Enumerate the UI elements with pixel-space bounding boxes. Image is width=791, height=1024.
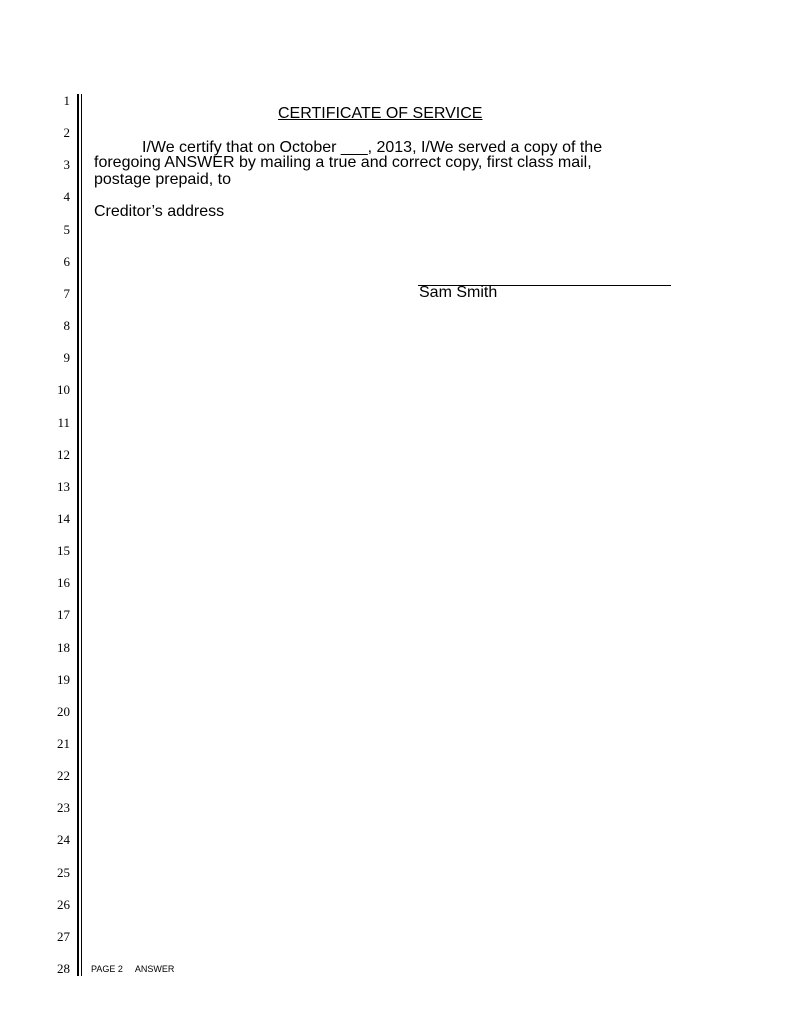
margin-rule-thin [81,94,82,976]
line-number: 24 [57,832,70,848]
line-number: 26 [57,896,70,912]
line-number: 13 [57,478,70,494]
line-number: 27 [57,928,70,944]
creditor-address: Creditor’s address [94,203,225,220]
line-number: 10 [57,382,70,398]
line-number: 16 [57,575,70,591]
line-number: 20 [57,703,70,719]
line-number: 19 [57,671,70,687]
margin-rule-thick [77,94,79,976]
line-number: 6 [63,253,70,269]
line-number: 28 [57,961,70,977]
line-number: 2 [63,125,70,141]
certification-text-line: I/We certify that on October ___, 2013, I/We served a copy of the [142,139,603,156]
footer-page-label: PAGE 2 [91,964,123,974]
footer-document-label: ANSWER [134,964,175,974]
line-number: 9 [63,350,70,366]
line-number: 12 [57,446,70,462]
line-number: 4 [63,189,70,205]
line-number: 15 [57,543,70,559]
line-number: 3 [63,157,70,173]
line-number: 5 [63,221,70,237]
page-footer [91,964,174,974]
line-number: 25 [57,864,70,880]
certification-text-line: foregoing ANSWER by mailing a true and correct copy, first class mail, [94,154,592,171]
line-number: 7 [63,285,70,301]
signer-name: Sam Smith [419,284,498,301]
line-number: 23 [57,800,70,816]
line-number: 17 [57,607,70,623]
line-number: 21 [57,736,70,751]
line-number: 18 [57,639,70,655]
line-number: 8 [63,318,70,334]
line-number: 22 [57,768,70,784]
line-number: 11 [57,414,70,430]
line-number: 1 [63,93,70,108]
document-title: CERTIFICATE OF SERVICE [278,105,483,122]
certification-text-line: postage prepaid, to [94,171,231,188]
line-number-column [40,0,70,1024]
line-number: 14 [57,510,70,526]
